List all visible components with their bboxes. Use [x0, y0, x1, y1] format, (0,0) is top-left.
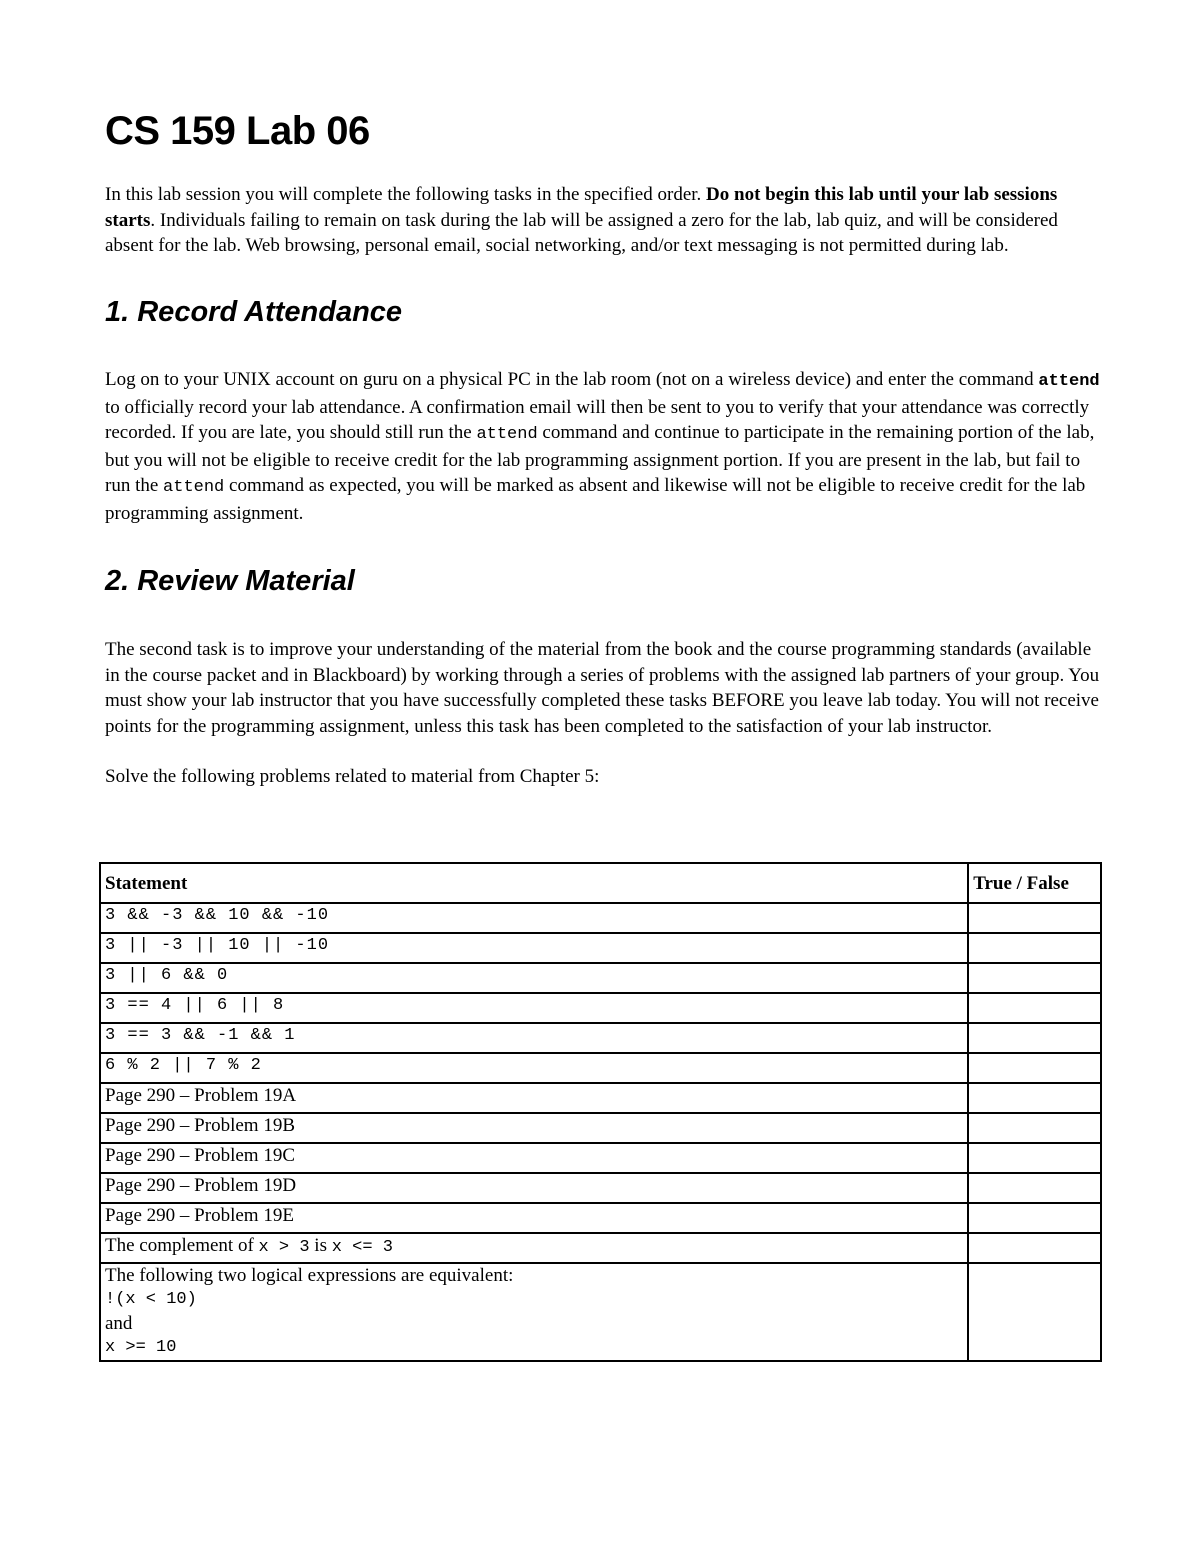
page-title: CS 159 Lab 06 — [105, 109, 370, 153]
answer-cell[interactable] — [968, 1173, 1101, 1203]
complement-code-2: x <= 3 — [331, 1238, 393, 1257]
table-row — [100, 993, 1101, 1023]
answer-cell[interactable] — [968, 933, 1101, 963]
table-row — [100, 1023, 1101, 1053]
attend-command-bold: attend — [1038, 372, 1100, 392]
answer-cell[interactable] — [968, 1203, 1101, 1233]
solve-instruction: Solve the following problems related to material from Chapter 5: — [105, 766, 600, 788]
complement-text-2: is — [309, 1235, 332, 1256]
statement-cell — [100, 1233, 968, 1263]
intro-text-1: In this lab session you will complete the following tasks in the specified order. — [105, 184, 707, 205]
equivalent-line-2: !(x < 10) — [105, 1290, 197, 1309]
section-heading-review: 2. Review Material — [105, 565, 355, 598]
statement-cell: Page 290 – Problem 19B — [100, 1113, 968, 1143]
attendance-paragraph — [105, 367, 1105, 526]
section-heading-attendance: 1. Record Attendance — [105, 295, 403, 328]
answer-cell[interactable] — [968, 1143, 1101, 1173]
answer-cell[interactable] — [968, 993, 1101, 1023]
statement-cell: Page 290 – Problem 19C — [100, 1143, 968, 1173]
header-statement: Statement — [100, 863, 968, 903]
statement-cell: 3 || 6 && 0 — [100, 963, 968, 993]
document-content — [105, 108, 1105, 809]
equivalent-line-3: and — [105, 1313, 133, 1334]
equivalent-line-1: The following two logical expressions are equivalent: — [105, 1265, 514, 1286]
table-row — [100, 1233, 1101, 1263]
table-row — [100, 1053, 1101, 1083]
intro-text-2: . Individuals failing to remain on task during the lab will be assigned a zero for the lab, lab quiz, and will be considered absent for the lab. Web browsing, personal email, social networking, and/or text messaging is not permitted during lab. — [105, 209, 1058, 256]
statement-cell: 3 || -3 || 10 || -10 — [100, 933, 968, 963]
statement-cell: 3 == 4 || 6 || 8 — [100, 993, 968, 1023]
answer-cell[interactable] — [968, 1053, 1101, 1083]
statement-cell: 3 && -3 && 10 && -10 — [100, 903, 968, 933]
attendance-text-2: to officially record your lab attendance. A confirmation email will then be sent to you to verify that your attendance was correctly recorded. If you are late, you should still run the — [105, 396, 1090, 444]
intro-bold-text: Do not begin this lab until your lab sessions starts — [105, 184, 1058, 231]
complement-code-1: x > 3 — [258, 1238, 310, 1257]
table-header-row — [100, 863, 1101, 903]
attend-command: attend — [476, 425, 538, 445]
attendance-text-3: command and continue to participate in the remaining portion of the lab, but you will not be eligible to receive credit for the lab programming assignment portion. If you are present in the lab, but fail to run the — [105, 422, 1095, 497]
attendance-text-1: Log on to your UNIX account on guru on a physical PC in the lab room (not on a wireless device) and enter the command — [105, 369, 1039, 391]
answer-cell[interactable] — [968, 1263, 1101, 1361]
table-row — [100, 1143, 1101, 1173]
statement-cell — [100, 1263, 968, 1361]
header-true-false: True / False — [968, 863, 1101, 903]
table-row — [100, 1263, 1101, 1361]
answer-cell[interactable] — [968, 963, 1101, 993]
intro-paragraph — [105, 182, 1105, 259]
table-row — [100, 903, 1101, 933]
statement-cell: Page 290 – Problem 19E — [100, 1203, 968, 1233]
answer-cell[interactable] — [968, 903, 1101, 933]
attendance-text-4: command as expected, you will be marked as absent and likewise will not be eligible to receive credit for the lab programming assignment. — [105, 475, 1086, 524]
answer-cell[interactable] — [968, 1233, 1101, 1263]
equivalent-line-4: x >= 10 — [105, 1338, 177, 1357]
statement-cell: Page 290 – Problem 19A — [100, 1083, 968, 1113]
statement-cell: 6 % 2 || 7 % 2 — [100, 1053, 968, 1083]
table-row — [100, 1113, 1101, 1143]
answer-cell[interactable] — [968, 1083, 1101, 1113]
table-row — [100, 963, 1101, 993]
table-row — [100, 1083, 1101, 1113]
statement-cell: 3 == 3 && -1 && 1 — [100, 1023, 968, 1053]
review-paragraph: The second task is to improve your understanding of the material from the book and the course programming standards (available in the course packet and in Blackboard) by working through a series of problems with the assigned lab partners of your group. You must show your lab instructor that you have successfully completed these tasks BEFORE you leave lab today. You will not receive points for the programming assignment, unless this task has been completed to the satisfaction of your lab instructor. — [105, 639, 1100, 737]
attend-command: attend — [163, 478, 225, 498]
table-row — [100, 1173, 1101, 1203]
table-row — [100, 933, 1101, 963]
answer-cell[interactable] — [968, 1113, 1101, 1143]
answer-cell[interactable] — [968, 1023, 1101, 1053]
statement-cell: Page 290 – Problem 19D — [100, 1173, 968, 1203]
table-row — [100, 1203, 1101, 1233]
complement-text-1: The complement of — [105, 1235, 259, 1256]
problems-table — [99, 862, 1102, 1362]
